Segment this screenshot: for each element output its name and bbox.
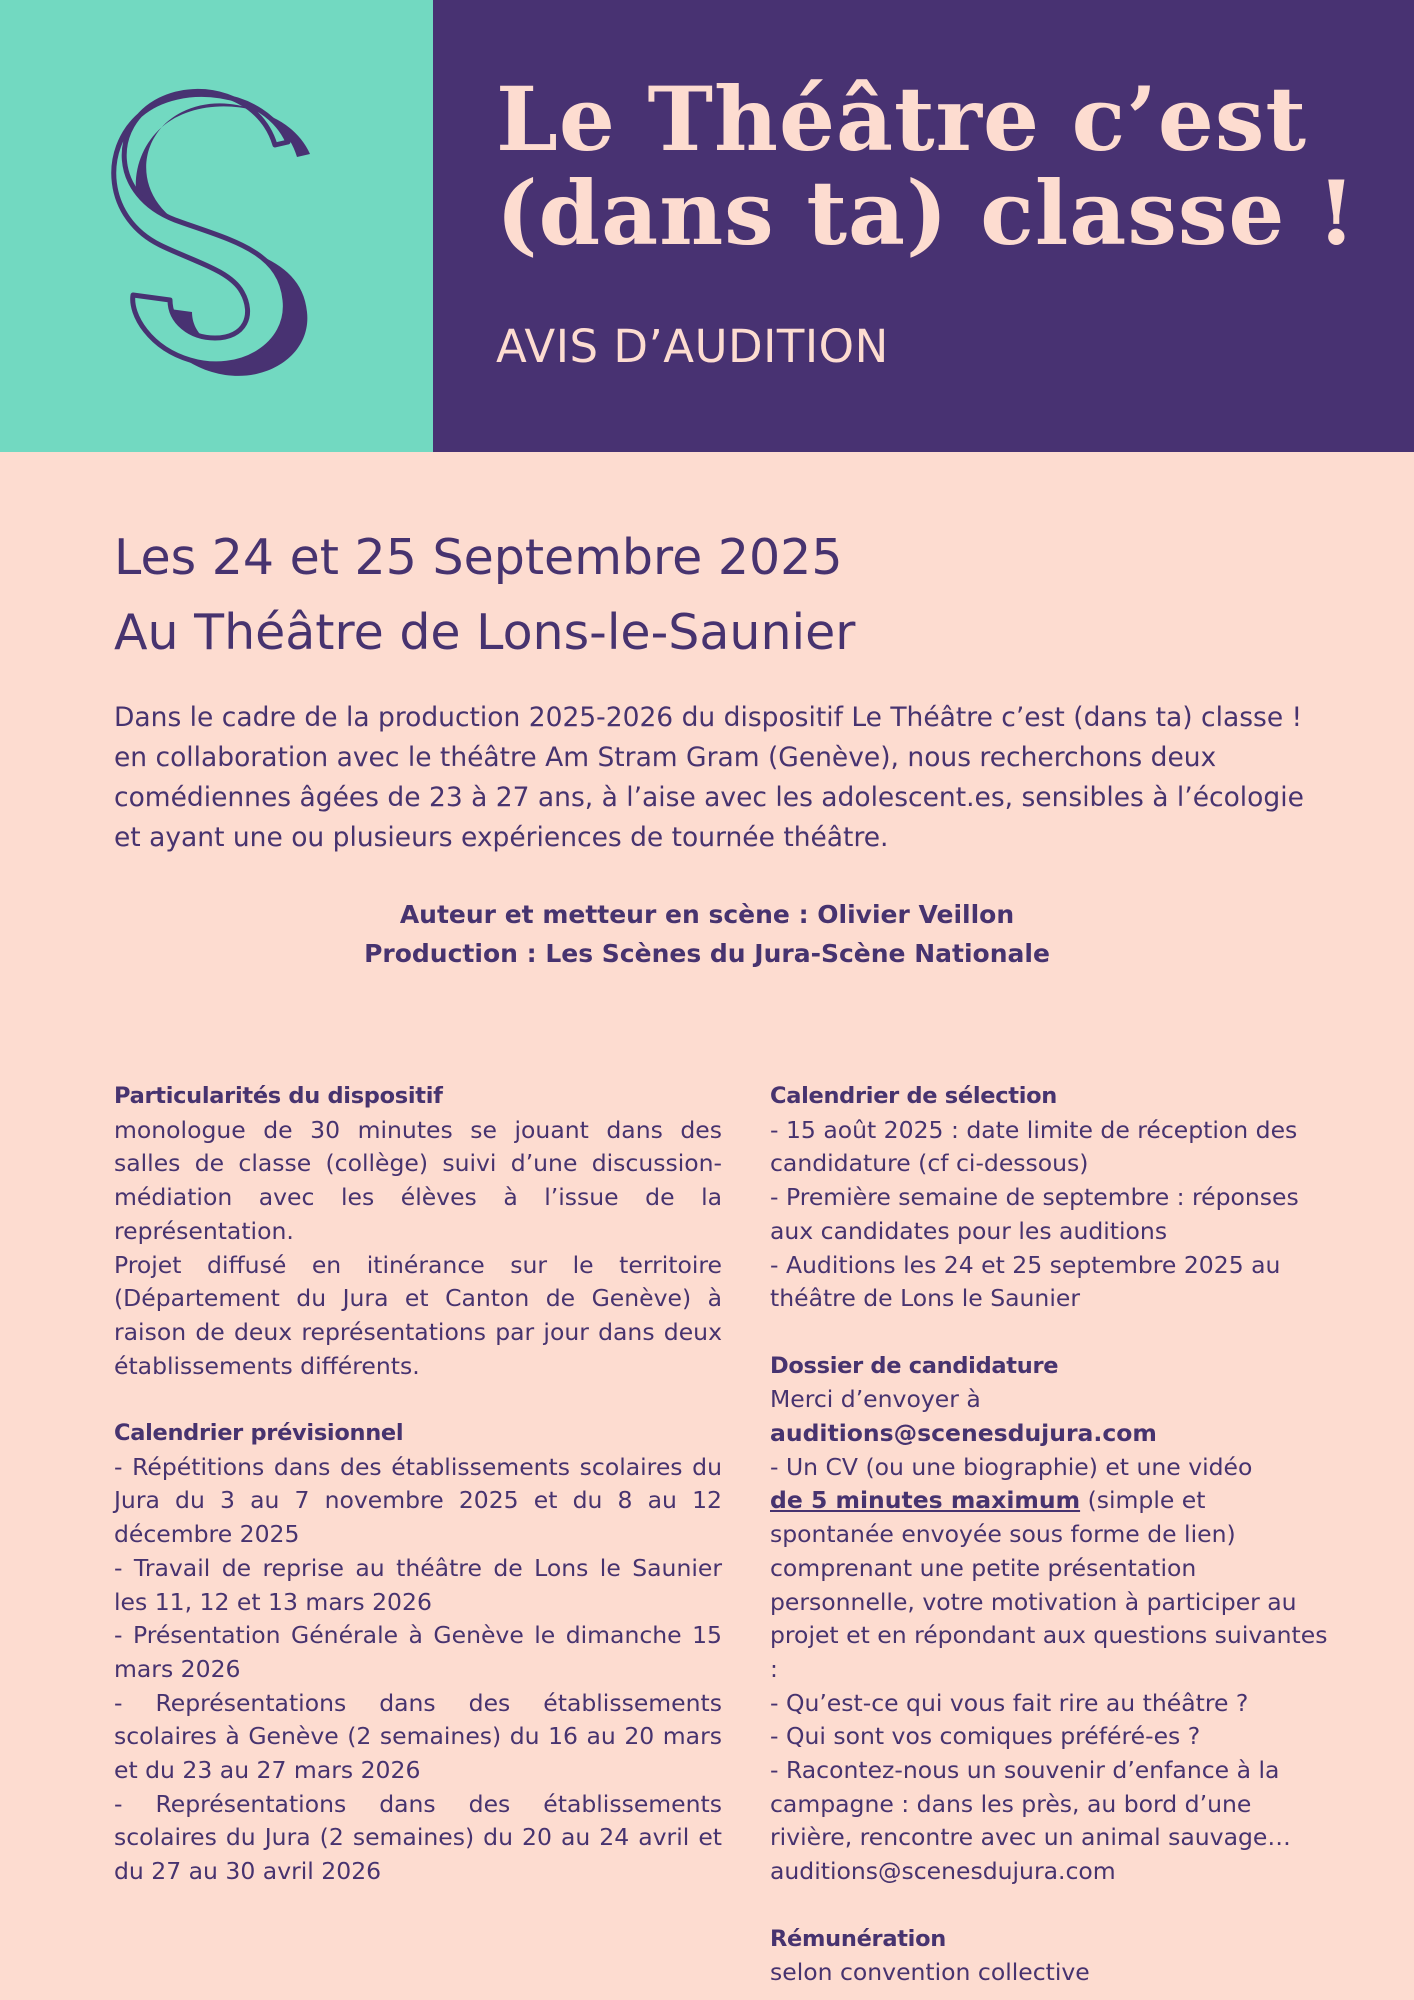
calendrier-previsionnel-heading: Calendrier prévisionnel xyxy=(114,1420,404,1447)
list-item: - Racontez-nous un souvenir d’enfance à la campagne : dans les près, au bord d’une rivière, rencontre avec un animal sauvage… xyxy=(770,1756,1291,1852)
title-line-1: Le Théâtre c’est xyxy=(496,67,1308,171)
duration-emphasis: de 5 minutes maximum xyxy=(770,1486,1081,1515)
list-item: - Travail de reprise au théâtre de Lons le Saunier les 11, 12 et 13 mars 2026 xyxy=(114,1553,722,1616)
dossier-cv-line: - Un CV (ou une biographie) et une vidéo xyxy=(770,1452,1253,1481)
left-column xyxy=(114,1080,722,1889)
remuneration-text: selon convention collective xyxy=(770,1958,1090,1987)
credit-production: Production : Les Scènes du Jura-Scène Nationale xyxy=(364,939,1050,968)
header xyxy=(0,0,1414,452)
right-column xyxy=(770,1080,1330,1990)
particularites-text-2: Projet diffusé en itinérance sur le territoire (Département du Jura et Canton de Genève) à raison de deux représentations par jour dans deux établissements différents. xyxy=(114,1250,722,1380)
video-details-text: (simple et spontanée envoyée sous forme de lien) comprenant une petite présentation personnelle, votre motivation à participer au projet et en répondant aux questions suivantes : xyxy=(770,1486,1328,1683)
calendrier-selection-heading: Calendrier de sélection xyxy=(770,1083,1057,1109)
list-item: - Qui sont vos comiques préféré-es ? xyxy=(770,1722,1201,1751)
particularites-text-1: monologue de 30 minutes se jouant dans des salles de classe (collège) suivi d’une discussion-médiation avec les élèves à l’issue de la représentation. xyxy=(114,1115,722,1245)
list-item: - Première semaine de septembre : réponses aux candidates pour les auditions xyxy=(770,1183,1299,1245)
list-item: - Qu’est-ce qui vous fait rire au théâtre ? xyxy=(770,1688,1249,1717)
list-item: - Répétitions dans des établissements scolaires du Jura du 3 au 7 novembre 2025 et du 8 au 12 décembre 2025 xyxy=(114,1452,722,1549)
list-item: - Représentations dans des établissements scolaires à Genève (2 semaines) du 16 au 20 mars et du 23 au 27 mars 2026 xyxy=(114,1688,722,1785)
credits xyxy=(0,895,1414,973)
event-dates: Les 24 et 25 Septembre 2025 xyxy=(114,529,843,586)
intro-paragraph: Dans le cadre de la production 2025-2026 du dispositif Le Théâtre c’est (dans ta) classe ! en collaboration avec le théâtre Am Stram Gram (Genève), nous recherchons deux comédiennes âgées de 23 à 27 ans, à l’aise avec les adolescent.es, sensibles à l’écologie et ayant une ou plusieurs expériences de tournée théâtre. xyxy=(114,702,1304,853)
remuneration-heading: Rémunération xyxy=(770,1925,946,1952)
list-item: - Présentation Générale à Genève le dimanche 15 mars 2026 xyxy=(114,1621,722,1683)
event-place: Au Théâtre de Lons-le-Saunier xyxy=(114,604,856,661)
dossier-send-line xyxy=(770,1383,1330,1450)
dossier-heading: Dossier de candidature xyxy=(770,1352,1059,1379)
main-title xyxy=(496,67,1357,265)
list-item: - Auditions les 24 et 25 septembre 2025 au théâtre de Lons le Saunier xyxy=(770,1250,1281,1313)
credit-author: Auteur et metteur en scène : Olivier Veillon xyxy=(399,900,1015,929)
title-line-2: (dans ta) classe ! xyxy=(496,161,1357,265)
dossier-send-prefix: Merci d’envoyer à xyxy=(770,1385,981,1414)
s-logo-icon xyxy=(100,70,350,390)
particularites-heading: Particularités du dispositif xyxy=(114,1083,443,1109)
email-link[interactable]: auditions@scenesdujura.com xyxy=(770,1419,1157,1448)
email-footer[interactable]: auditions@scenesdujura.com xyxy=(770,1857,1116,1886)
logo-panel xyxy=(0,0,433,452)
list-item: - Représentations dans des établissements scolaires du Jura (2 semaines) du 20 au 24 avril et du 27 au 30 avril 2026 xyxy=(114,1789,722,1886)
list-item: - 15 août 2025 : date limite de réception des candidature (cf ci-dessous) xyxy=(770,1115,1298,1178)
subtitle: AVIS D’AUDITION xyxy=(496,320,889,373)
dossier-video-details xyxy=(770,1484,1330,1686)
